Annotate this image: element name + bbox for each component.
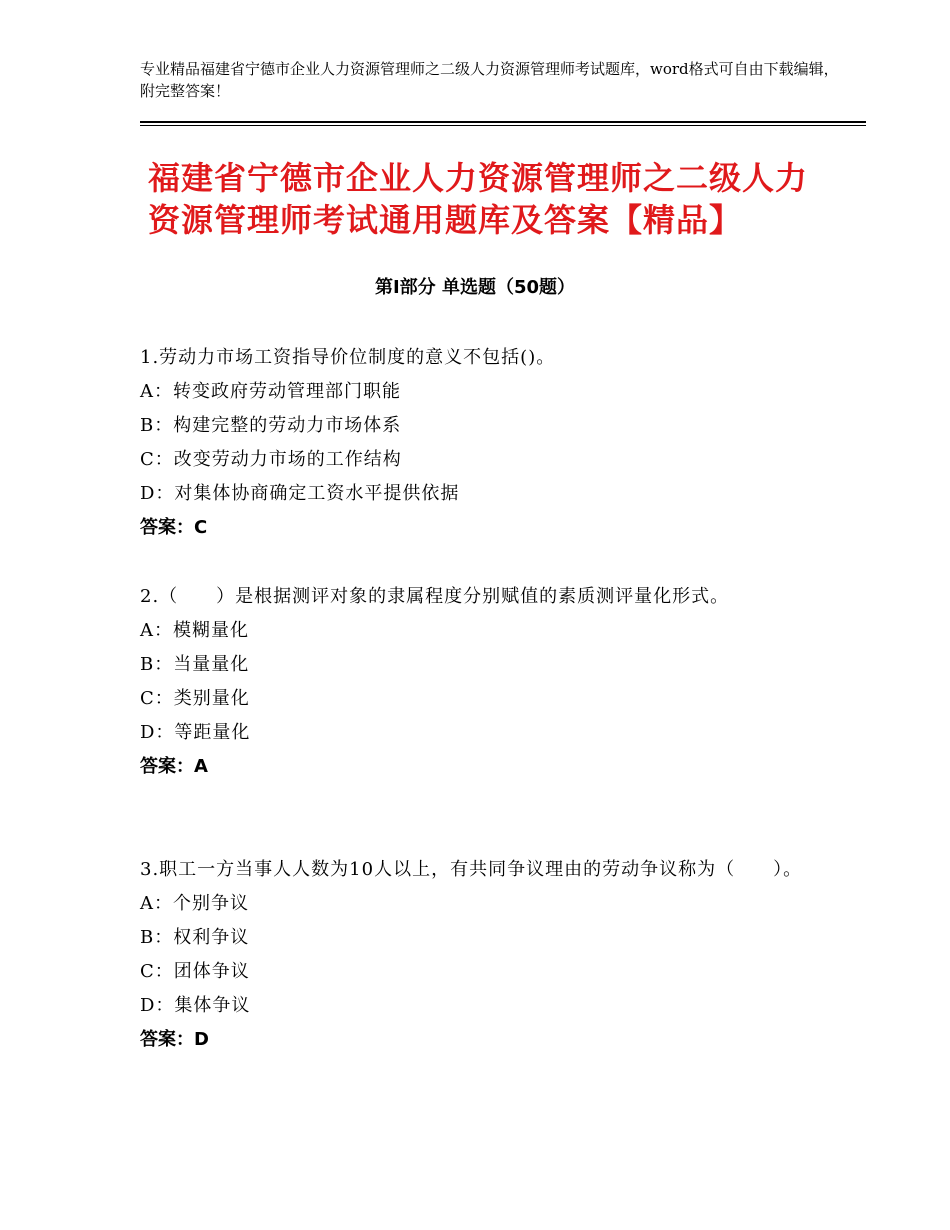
question-stem: 1.劳动力市场工资指导价位制度的意义不包括()。 (140, 347, 556, 368)
document-title: 福建省宁德市企业人力资源管理师之二级人力资源管理师考试通用题库及答案【精品】 (148, 159, 809, 239)
header-divider (140, 121, 866, 126)
question-1 (140, 341, 820, 545)
question-3 (140, 853, 820, 1057)
answer-label: 答案：D (140, 1029, 209, 1050)
answer-label: 答案：C (140, 517, 208, 538)
option-a: A：模糊量化 (140, 620, 249, 641)
question-stem: 2.（ ）是根据测评对象的隶属程度分别赋值的素质测评量化形式。 (140, 586, 730, 607)
option-d: D：对集体协商确定工资水平提供依据 (140, 483, 460, 504)
question-stem: 3.职工一方当事人人数为10人以上，有共同争议理由的劳动争议称为（ ）。 (140, 859, 803, 880)
option-a: A：个别争议 (140, 893, 249, 914)
option-d: D：集体争议 (140, 995, 251, 1016)
option-b: B：当量量化 (140, 654, 250, 675)
page-header-note: 专业精品福建省宁德市企业人力资源管理师之二级人力资源管理师考试题库，word格式可自由下载编辑，附完整答案！ (140, 60, 839, 100)
option-b: B：权利争议 (140, 927, 250, 948)
option-b: B：构建完整的劳动力市场体系 (140, 415, 402, 436)
option-c: C：类别量化 (140, 688, 250, 709)
option-c: C：团体争议 (140, 961, 250, 982)
section-title: 第Ⅰ部分 单选题（50题） (374, 277, 575, 298)
option-a: A：转变政府劳动管理部门职能 (140, 381, 401, 402)
option-d: D：等距量化 (140, 722, 251, 743)
question-2 (140, 580, 820, 784)
option-c: C：改变劳动力市场的工作结构 (140, 449, 402, 470)
answer-label: 答案：A (140, 756, 208, 777)
